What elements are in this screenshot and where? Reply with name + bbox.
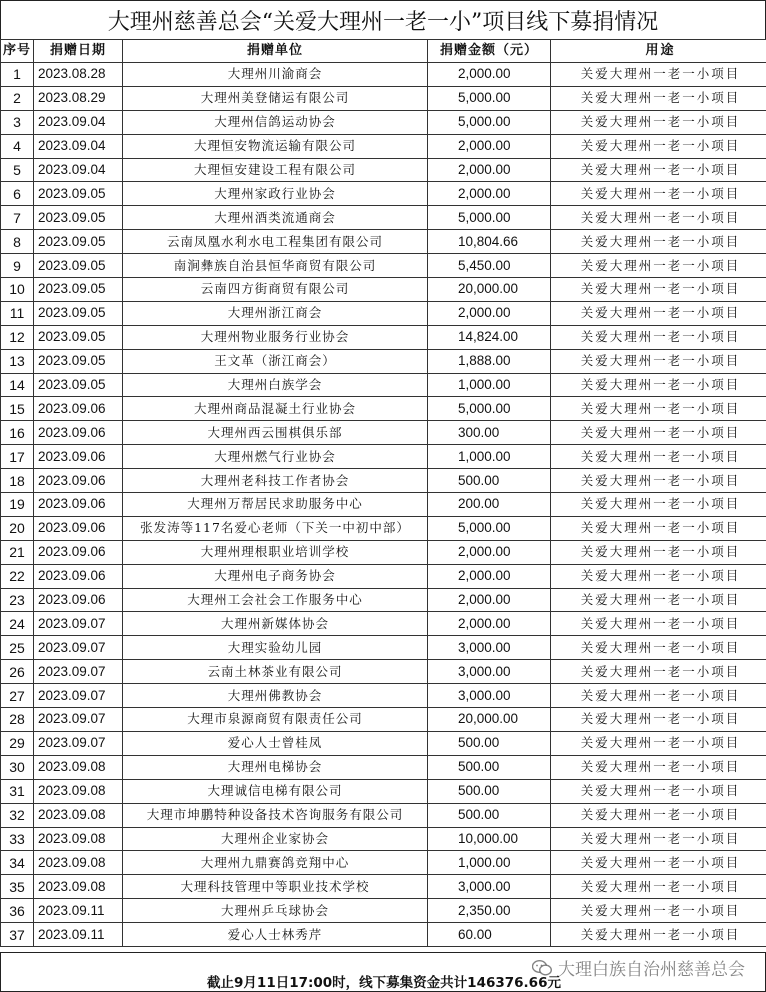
- cell-use: 关爱大理州一老一小项目: [551, 349, 766, 373]
- cell-amount: 5,000.00: [428, 110, 551, 134]
- cell-amount: 3,000.00: [428, 684, 551, 708]
- cell-date: 2023.09.07: [34, 660, 123, 684]
- table-row: [1, 349, 766, 373]
- cell-date: 2023.09.05: [34, 182, 123, 206]
- table-body: [1, 63, 766, 947]
- cell-amount: 200.00: [428, 493, 551, 517]
- cell-no: 36: [1, 899, 34, 923]
- table-row: [1, 803, 766, 827]
- cell-use: 关爱大理州一老一小项目: [551, 516, 766, 540]
- cell-use: 关爱大理州一老一小项目: [551, 708, 766, 732]
- cell-no: 4: [1, 134, 34, 158]
- cell-date: 2023.09.11: [34, 923, 123, 947]
- cell-date: 2023.09.08: [34, 827, 123, 851]
- cell-date: 2023.09.06: [34, 469, 123, 493]
- header-amount: 捐赠金额（元）: [428, 40, 551, 63]
- cell-amount: 500.00: [428, 731, 551, 755]
- cell-amount: 500.00: [428, 469, 551, 493]
- header-use: 用途: [551, 40, 766, 63]
- cell-use: 关爱大理州一老一小项目: [551, 445, 766, 469]
- cell-org: 大理州白族学会: [123, 373, 428, 397]
- cell-use: 关爱大理州一老一小项目: [551, 325, 766, 349]
- cell-date: 2023.09.11: [34, 899, 123, 923]
- cell-date: 2023.09.08: [34, 851, 123, 875]
- cell-use: 关爱大理州一老一小项目: [551, 63, 766, 87]
- cell-no: 10: [1, 278, 34, 302]
- cell-date: 2023.09.07: [34, 731, 123, 755]
- cell-no: 18: [1, 469, 34, 493]
- cell-org: 大理州工会社会工作服务中心: [123, 588, 428, 612]
- cell-date: 2023.09.05: [34, 301, 123, 325]
- cell-amount: 10,000.00: [428, 827, 551, 851]
- cell-amount: 1,000.00: [428, 373, 551, 397]
- cell-use: 关爱大理州一老一小项目: [551, 373, 766, 397]
- header-org: 捐赠单位: [123, 40, 428, 63]
- cell-date: 2023.09.05: [34, 325, 123, 349]
- cell-no: 24: [1, 612, 34, 636]
- table-row: [1, 301, 766, 325]
- cell-date: 2023.09.08: [34, 779, 123, 803]
- cell-use: 关爱大理州一老一小项目: [551, 182, 766, 206]
- cell-amount: 14,824.00: [428, 325, 551, 349]
- cell-amount: 1,000.00: [428, 851, 551, 875]
- cell-org: 大理州理根职业培训学校: [123, 540, 428, 564]
- cell-org: 大理州商品混凝土行业协会: [123, 397, 428, 421]
- cell-date: 2023.09.05: [34, 373, 123, 397]
- cell-date: 2023.09.05: [34, 254, 123, 278]
- cell-org: 大理州老科技工作者协会: [123, 469, 428, 493]
- cell-use: 关爱大理州一老一小项目: [551, 612, 766, 636]
- table-row: [1, 923, 766, 947]
- table-row: [1, 254, 766, 278]
- cell-no: 5: [1, 158, 34, 182]
- cell-no: 17: [1, 445, 34, 469]
- table-row: [1, 875, 766, 899]
- cell-org: 大理州家政行业协会: [123, 182, 428, 206]
- cell-org: 云南四方街商贸有限公司: [123, 278, 428, 302]
- cell-org: 大理州浙江商会: [123, 301, 428, 325]
- cell-no: 26: [1, 660, 34, 684]
- cell-no: 13: [1, 349, 34, 373]
- header-date: 捐赠日期: [34, 40, 123, 63]
- cell-use: 关爱大理州一老一小项目: [551, 493, 766, 517]
- cell-amount: 5,000.00: [428, 86, 551, 110]
- cell-date: 2023.09.06: [34, 445, 123, 469]
- cell-date: 2023.09.06: [34, 397, 123, 421]
- cell-date: 2023.09.05: [34, 206, 123, 230]
- table-row: [1, 827, 766, 851]
- table-row: [1, 708, 766, 732]
- cell-org: 大理市坤鹏特种设备技术咨询服务有限公司: [123, 803, 428, 827]
- table-row: [1, 731, 766, 755]
- cell-amount: 2,000.00: [428, 158, 551, 182]
- cell-no: 9: [1, 254, 34, 278]
- cell-no: 19: [1, 493, 34, 517]
- cell-no: 34: [1, 851, 34, 875]
- cell-org: 张发涛等117名爱心老师（下关一中初中部）: [123, 516, 428, 540]
- cell-org: 大理州美登储运有限公司: [123, 86, 428, 110]
- cell-use: 关爱大理州一老一小项目: [551, 588, 766, 612]
- cell-org: 大理州酒类流通商会: [123, 206, 428, 230]
- cell-no: 20: [1, 516, 34, 540]
- cell-date: 2023.09.06: [34, 588, 123, 612]
- cell-use: 关爱大理州一老一小项目: [551, 875, 766, 899]
- table-row: [1, 230, 766, 254]
- cell-date: 2023.09.05: [34, 278, 123, 302]
- cell-amount: 2,000.00: [428, 612, 551, 636]
- cell-org: 大理州川渝商会: [123, 63, 428, 87]
- cell-date: 2023.09.07: [34, 708, 123, 732]
- cell-no: 7: [1, 206, 34, 230]
- table-row: [1, 134, 766, 158]
- cell-org: 大理州九鼎赛鸽竞翔中心: [123, 851, 428, 875]
- cell-no: 31: [1, 779, 34, 803]
- table-row: [1, 63, 766, 87]
- cell-no: 8: [1, 230, 34, 254]
- cell-org: 大理市泉源商贸有限责任公司: [123, 708, 428, 732]
- cell-date: 2023.09.06: [34, 564, 123, 588]
- table-row: [1, 397, 766, 421]
- cell-no: 1: [1, 63, 34, 87]
- cell-use: 关爱大理州一老一小项目: [551, 421, 766, 445]
- cell-date: 2023.09.08: [34, 755, 123, 779]
- table-row: [1, 373, 766, 397]
- cell-amount: 60.00: [428, 923, 551, 947]
- cell-org: 大理州西云围棋俱乐部: [123, 421, 428, 445]
- cell-use: 关爱大理州一老一小项目: [551, 397, 766, 421]
- cell-date: 2023.09.06: [34, 493, 123, 517]
- cell-org: 大理州佛教协会: [123, 684, 428, 708]
- cell-use: 关爱大理州一老一小项目: [551, 803, 766, 827]
- cell-use: 关爱大理州一老一小项目: [551, 851, 766, 875]
- cell-org: 王文革（浙江商会）: [123, 349, 428, 373]
- cell-org: 爱心人士林秀芹: [123, 923, 428, 947]
- cell-no: 29: [1, 731, 34, 755]
- summary-footer: [0, 952, 766, 992]
- table-row: [1, 421, 766, 445]
- cell-org: 大理州万帮居民求助服务中心: [123, 493, 428, 517]
- cell-amount: 2,350.00: [428, 899, 551, 923]
- cell-org: 大理州燃气行业协会: [123, 445, 428, 469]
- cell-org: 云南土林茶业有限公司: [123, 660, 428, 684]
- cell-org: 南涧彝族自治县恒华商贸有限公司: [123, 254, 428, 278]
- table-row: [1, 493, 766, 517]
- cell-amount: 2,000.00: [428, 301, 551, 325]
- table-row: [1, 325, 766, 349]
- cell-no: 3: [1, 110, 34, 134]
- table-row: [1, 564, 766, 588]
- cell-date: 2023.09.08: [34, 803, 123, 827]
- table-row: [1, 684, 766, 708]
- table-row: [1, 445, 766, 469]
- cell-use: 关爱大理州一老一小项目: [551, 158, 766, 182]
- cell-no: 23: [1, 588, 34, 612]
- cell-use: 关爱大理州一老一小项目: [551, 755, 766, 779]
- donation-table: [0, 39, 766, 947]
- cell-use: 关爱大理州一老一小项目: [551, 660, 766, 684]
- cell-use: 关爱大理州一老一小项目: [551, 684, 766, 708]
- cell-no: 28: [1, 708, 34, 732]
- cell-date: 2023.09.04: [34, 158, 123, 182]
- table-row: [1, 755, 766, 779]
- table-row: [1, 206, 766, 230]
- cell-date: 2023.09.06: [34, 516, 123, 540]
- cell-amount: 2,000.00: [428, 564, 551, 588]
- cell-org: 大理诚信电梯有限公司: [123, 779, 428, 803]
- cell-no: 15: [1, 397, 34, 421]
- cell-use: 关爱大理州一老一小项目: [551, 923, 766, 947]
- cell-use: 关爱大理州一老一小项目: [551, 469, 766, 493]
- cell-no: 2: [1, 86, 34, 110]
- cell-use: 关爱大理州一老一小项目: [551, 779, 766, 803]
- cell-date: 2023.09.04: [34, 134, 123, 158]
- cell-org: 大理科技管理中等职业技术学校: [123, 875, 428, 899]
- cell-no: 6: [1, 182, 34, 206]
- cell-amount: 5,450.00: [428, 254, 551, 278]
- cell-amount: 500.00: [428, 755, 551, 779]
- table-row: [1, 516, 766, 540]
- table-row: [1, 158, 766, 182]
- cell-no: 14: [1, 373, 34, 397]
- cell-date: 2023.08.29: [34, 86, 123, 110]
- cell-no: 11: [1, 301, 34, 325]
- cell-no: 35: [1, 875, 34, 899]
- table-row: [1, 899, 766, 923]
- cell-use: 关爱大理州一老一小项目: [551, 110, 766, 134]
- cell-amount: 10,804.66: [428, 230, 551, 254]
- cell-no: 37: [1, 923, 34, 947]
- cell-date: 2023.09.07: [34, 684, 123, 708]
- cell-amount: 2,000.00: [428, 588, 551, 612]
- table-header-row: [1, 40, 766, 63]
- cell-org: 大理州新媒体协会: [123, 612, 428, 636]
- table-row: [1, 182, 766, 206]
- cell-use: 关爱大理州一老一小项目: [551, 540, 766, 564]
- cell-org: 爱心人士曾桂凤: [123, 731, 428, 755]
- cell-org: 云南凤凰水利水电工程集团有限公司: [123, 230, 428, 254]
- table-row: [1, 278, 766, 302]
- cell-date: 2023.08.28: [34, 63, 123, 87]
- cell-amount: 1,888.00: [428, 349, 551, 373]
- cell-amount: 300.00: [428, 421, 551, 445]
- cell-use: 关爱大理州一老一小项目: [551, 206, 766, 230]
- cell-org: 大理州信鸽运动协会: [123, 110, 428, 134]
- cell-use: 关爱大理州一老一小项目: [551, 86, 766, 110]
- cell-use: 关爱大理州一老一小项目: [551, 301, 766, 325]
- cell-no: 16: [1, 421, 34, 445]
- cell-amount: 1,000.00: [428, 445, 551, 469]
- cell-amount: 20,000.00: [428, 708, 551, 732]
- cell-org: 大理州企业家协会: [123, 827, 428, 851]
- cell-no: 21: [1, 540, 34, 564]
- table-row: [1, 110, 766, 134]
- table-row: [1, 588, 766, 612]
- table-row: [1, 660, 766, 684]
- cell-use: 关爱大理州一老一小项目: [551, 230, 766, 254]
- cell-use: 关爱大理州一老一小项目: [551, 134, 766, 158]
- cell-no: 27: [1, 684, 34, 708]
- cell-org: 大理州电子商务协会: [123, 564, 428, 588]
- cell-no: 32: [1, 803, 34, 827]
- table-row: [1, 851, 766, 875]
- cell-org: 大理恒安建设工程有限公司: [123, 158, 428, 182]
- cell-use: 关爱大理州一老一小项目: [551, 278, 766, 302]
- cell-amount: 3,000.00: [428, 875, 551, 899]
- cell-use: 关爱大理州一老一小项目: [551, 899, 766, 923]
- cell-amount: 3,000.00: [428, 660, 551, 684]
- cell-amount: 2,000.00: [428, 63, 551, 87]
- cell-org: 大理恒安物流运输有限公司: [123, 134, 428, 158]
- cell-date: 2023.09.07: [34, 636, 123, 660]
- cell-amount: 3,000.00: [428, 636, 551, 660]
- cell-no: 25: [1, 636, 34, 660]
- cell-date: 2023.09.05: [34, 230, 123, 254]
- cell-date: 2023.09.06: [34, 421, 123, 445]
- cell-use: 关爱大理州一老一小项目: [551, 827, 766, 851]
- cell-use: 关爱大理州一老一小项目: [551, 731, 766, 755]
- cell-no: 22: [1, 564, 34, 588]
- cell-org: 大理州物业服务行业协会: [123, 325, 428, 349]
- cell-no: 30: [1, 755, 34, 779]
- cell-date: 2023.09.06: [34, 540, 123, 564]
- table-row: [1, 612, 766, 636]
- table-row: [1, 779, 766, 803]
- table-row: [1, 469, 766, 493]
- cell-amount: 500.00: [428, 779, 551, 803]
- cell-amount: 5,000.00: [428, 397, 551, 421]
- cell-amount: 5,000.00: [428, 516, 551, 540]
- page-title: 大理州慈善总会“关爱大理州一老一小”项目线下募捐情况: [0, 0, 766, 40]
- cell-date: 2023.09.05: [34, 349, 123, 373]
- cell-no: 12: [1, 325, 34, 349]
- cell-org: 大理州乒乓球协会: [123, 899, 428, 923]
- cell-amount: 5,000.00: [428, 206, 551, 230]
- cell-org: 大理州电梯协会: [123, 755, 428, 779]
- cell-date: 2023.09.07: [34, 612, 123, 636]
- cell-no: 33: [1, 827, 34, 851]
- cell-use: 关爱大理州一老一小项目: [551, 636, 766, 660]
- cell-date: 2023.09.08: [34, 875, 123, 899]
- cell-use: 关爱大理州一老一小项目: [551, 564, 766, 588]
- cell-amount: 2,000.00: [428, 134, 551, 158]
- watermark-text: 大理白族自治州慈善总会: [558, 960, 745, 980]
- total-summary: 截止9月11日17:00时，线下募集资金共计146376.66元: [207, 975, 561, 991]
- table-row: [1, 86, 766, 110]
- cell-amount: 500.00: [428, 803, 551, 827]
- table-row: [1, 540, 766, 564]
- cell-amount: 2,000.00: [428, 182, 551, 206]
- cell-date: 2023.09.04: [34, 110, 123, 134]
- cell-amount: 2,000.00: [428, 540, 551, 564]
- cell-amount: 20,000.00: [428, 278, 551, 302]
- cell-org: 大理实验幼儿园: [123, 636, 428, 660]
- table-row: [1, 636, 766, 660]
- cell-use: 关爱大理州一老一小项目: [551, 254, 766, 278]
- header-no: 序号: [1, 40, 34, 63]
